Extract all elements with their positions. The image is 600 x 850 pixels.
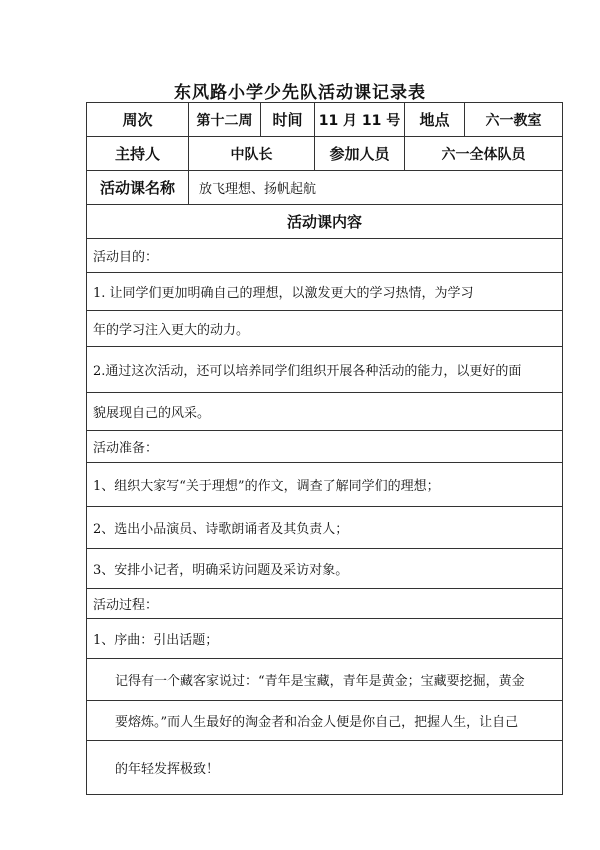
info-row-1 <box>87 103 563 137</box>
time-label: 时间 <box>261 103 315 137</box>
content-row <box>87 463 563 507</box>
prep-heading: 活动准备： <box>87 431 563 463</box>
content-row <box>87 589 563 619</box>
content-row <box>87 619 563 659</box>
participants-value: 六一全体队员 <box>405 137 563 171</box>
content-row <box>87 659 563 701</box>
record-table <box>86 102 563 795</box>
content-row <box>87 273 563 311</box>
prep-item-2: 2、选出小品演员、诗歌朗诵者及其负责人； <box>87 507 563 549</box>
content-heading: 活动课内容 <box>87 205 563 239</box>
goal-item-1-line-2: 年的学习注入更大的动力。 <box>87 311 563 347</box>
info-row-2 <box>87 137 563 171</box>
content-row <box>87 549 563 589</box>
quote-line-1: 记得有一个藏客家说过：“青年是宝藏，青年是黄金；宝藏要挖掘，黄金 <box>87 659 563 701</box>
content-heading-row <box>87 205 563 239</box>
content-row <box>87 239 563 273</box>
course-name-value: 放飞理想、扬帆起航 <box>189 171 563 205</box>
participants-label: 参加人员 <box>315 137 405 171</box>
host-value: 中队长 <box>189 137 315 171</box>
content-row <box>87 741 563 795</box>
prep-item-3: 3、安排小记者，明确采访问题及采访对象。 <box>87 549 563 589</box>
goal-heading: 活动目的： <box>87 239 563 273</box>
week-label: 周次 <box>87 103 189 137</box>
host-label: 主持人 <box>87 137 189 171</box>
quote-line-2: 要熔炼。”而人生最好的淘金者和冶金人便是你自己，把握人生，让自己 <box>87 701 563 741</box>
content-row <box>87 393 563 431</box>
goal-item-2-line-2: 貌展现自己的风采。 <box>87 393 563 431</box>
info-row-3 <box>87 171 563 205</box>
place-value: 六一教室 <box>465 103 563 137</box>
document-title: 东风路小学少先队活动课记录表 <box>174 83 426 103</box>
content-row <box>87 347 563 393</box>
place-label: 地点 <box>405 103 465 137</box>
content-row <box>87 701 563 741</box>
goal-item-2-line-1: 2.通过这次活动，还可以培养同学们组织开展各种活动的能力，以更好的面 <box>87 347 563 393</box>
process-heading: 活动过程： <box>87 589 563 619</box>
content-row <box>87 507 563 549</box>
goal-item-1-line-1: 1. 让同学们更加明确自己的理想，以激发更大的学习热情，为学习 <box>87 273 563 311</box>
course-name-label: 活动课名称 <box>87 171 189 205</box>
time-value: 11 月 11 号 <box>315 103 405 137</box>
week-value: 第十二周 <box>189 103 261 137</box>
content-row <box>87 431 563 463</box>
content-row <box>87 311 563 347</box>
process-item-1: 1、序曲：引出话题； <box>87 619 563 659</box>
quote-line-3: 的年轻发挥极致！ <box>87 741 563 795</box>
prep-item-1: 1、组织大家写“关于理想”的作文，调查了解同学们的理想； <box>87 463 563 507</box>
